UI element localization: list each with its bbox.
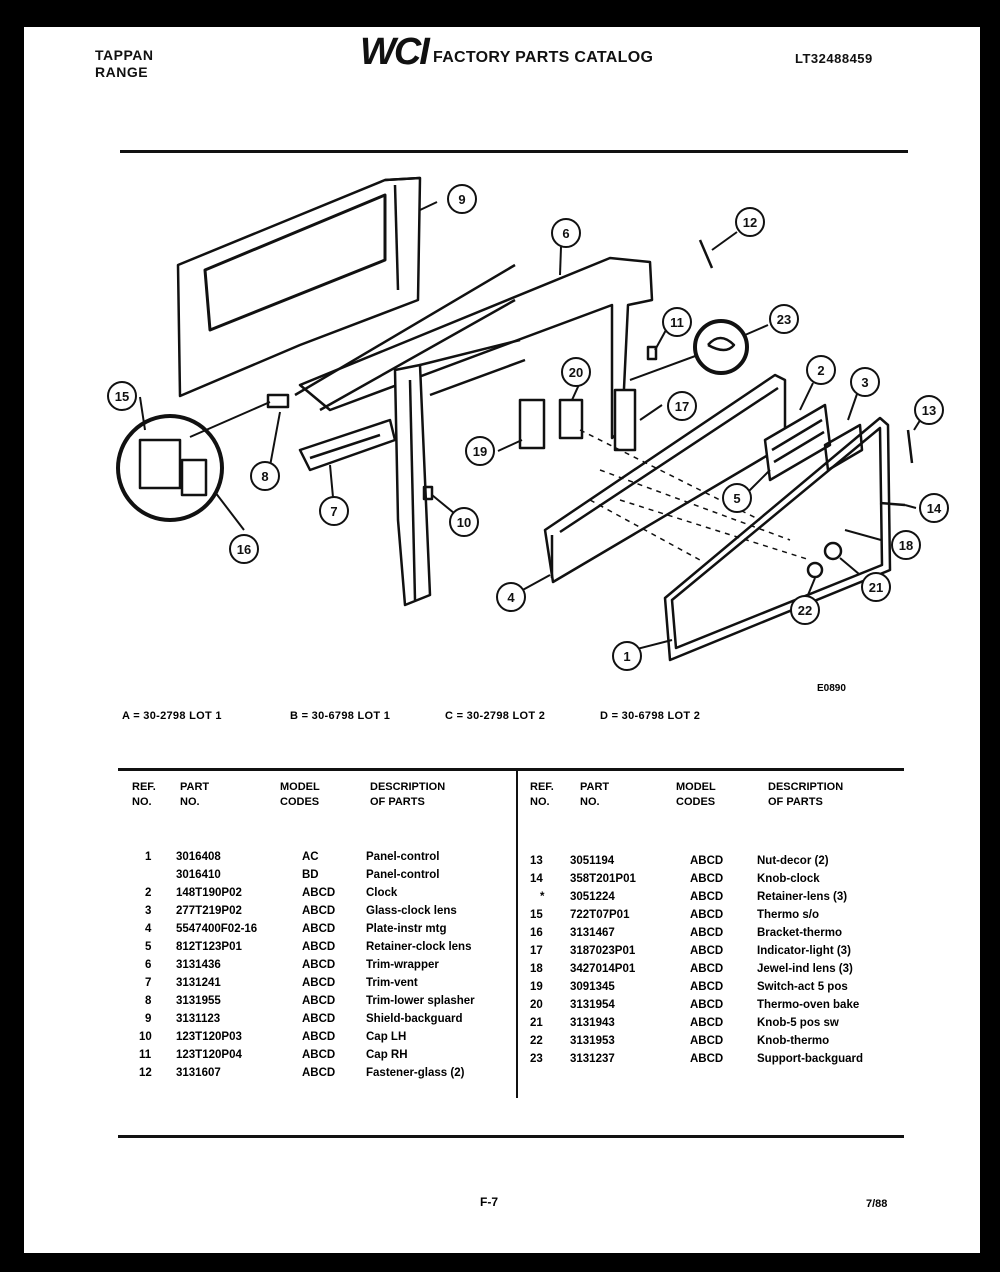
nut-decor-part bbox=[908, 430, 912, 463]
callout-21 bbox=[862, 573, 890, 601]
table-row: 8 3131955 ABCD Trim-lower splasher bbox=[145, 995, 475, 1007]
svg-text:15: 15 bbox=[114, 389, 130, 404]
svg-text:5: 5 bbox=[733, 491, 741, 506]
table-top-rule bbox=[118, 768, 904, 771]
lot-legend-b: B = 30-6798 LOT 1 bbox=[290, 710, 391, 722]
lot-legend-c: C = 30-2798 LOT 2 bbox=[445, 710, 546, 722]
svg-text:11: 11 bbox=[670, 315, 684, 330]
svg-text:22: 22 bbox=[797, 603, 813, 618]
callout-6 bbox=[552, 219, 580, 247]
page-number: F-7 bbox=[480, 1195, 498, 1209]
table-row: 23 3131237 ABCD Support-backguard bbox=[530, 1053, 864, 1065]
header-model-codes: MODEL CODES bbox=[280, 781, 320, 808]
callout-15 bbox=[108, 382, 136, 410]
lot-legend-d: D = 30-6798 LOT 2 bbox=[600, 710, 701, 722]
svg-text:7: 7 bbox=[330, 504, 338, 519]
detail-circle-support bbox=[695, 321, 747, 373]
callout-22 bbox=[791, 596, 819, 624]
fastener-glass-part bbox=[700, 240, 712, 268]
table-row: 7 3131241 ABCD Trim-vent bbox=[145, 977, 418, 989]
cap-rh-part bbox=[424, 487, 432, 499]
table-row: 5 812T123P01 ABCD Retainer-clock lens bbox=[145, 941, 472, 953]
callout-19 bbox=[466, 437, 494, 465]
svg-text:13: 13 bbox=[921, 403, 937, 418]
table-row: 3 277T219P02 ABCD Glass-clock lens bbox=[145, 905, 457, 917]
table-row: 9 3131123 ABCD Shield-backguard bbox=[145, 1013, 463, 1025]
header-part-no-right: PART NO. bbox=[580, 781, 610, 808]
header-ref-no-right: REF. NO. bbox=[530, 781, 554, 808]
table-row: 21 3131943 ABCD Knob-5 pos sw bbox=[530, 1017, 839, 1029]
callout-12 bbox=[736, 208, 764, 236]
callout-7 bbox=[320, 497, 348, 525]
table-row: 3016410 BD Panel-control bbox=[176, 869, 440, 881]
callout-18 bbox=[892, 531, 920, 559]
callout-4 bbox=[497, 583, 525, 611]
revision-date: 7/88 bbox=[866, 1198, 888, 1210]
table-row: 11 123T120P04 ABCD Cap RH bbox=[139, 1049, 408, 1061]
svg-text:17: 17 bbox=[674, 399, 690, 414]
svg-text:20: 20 bbox=[568, 365, 584, 380]
svg-text:8: 8 bbox=[261, 469, 269, 484]
svg-text:9: 9 bbox=[458, 192, 466, 207]
table-row: 2 148T190P02 ABCD Clock bbox=[145, 887, 398, 899]
table-row: * 3051224 ABCD Retainer-lens (3) bbox=[540, 891, 848, 903]
table-row: 17 3187023P01 ABCD Indicator-light (3) bbox=[530, 945, 851, 957]
table-row: 13 3051194 ABCD Nut-decor (2) bbox=[530, 855, 829, 867]
table-row: 15 722T07P01 ABCD Thermo s/o bbox=[530, 909, 819, 921]
indicator-light-part bbox=[615, 390, 635, 450]
table-bottom-rule bbox=[118, 1135, 904, 1138]
table-row: 22 3131953 ABCD Knob-thermo bbox=[530, 1035, 830, 1047]
callout-16 bbox=[230, 535, 258, 563]
wci-logo: WCI bbox=[360, 31, 428, 73]
trim-vent-part bbox=[300, 420, 395, 470]
svg-text:14: 14 bbox=[926, 501, 942, 516]
svg-text:18: 18 bbox=[898, 538, 914, 553]
callout-9 bbox=[448, 185, 476, 213]
svg-text:23: 23 bbox=[776, 312, 792, 327]
switch-part bbox=[520, 400, 544, 448]
callout-5 bbox=[723, 484, 751, 512]
brand-name: TAPPAN bbox=[95, 47, 154, 63]
thermo-oven-bake-part bbox=[560, 400, 582, 438]
table-row: 12 3131607 ABCD Fastener-glass (2) bbox=[139, 1067, 465, 1079]
callout-17 bbox=[668, 392, 696, 420]
svg-text:21: 21 bbox=[868, 580, 884, 595]
callout-8 bbox=[251, 462, 279, 490]
header-description-right: DESCRIPTION OF PARTS bbox=[768, 781, 844, 808]
header-ref-no: REF. NO. bbox=[132, 781, 156, 808]
svg-text:19: 19 bbox=[472, 444, 488, 459]
callout-3 bbox=[851, 368, 879, 396]
svg-text:6: 6 bbox=[562, 226, 570, 241]
lot-legend-a: A = 30-2798 LOT 1 bbox=[122, 710, 222, 722]
svg-text:3: 3 bbox=[861, 375, 869, 390]
callout-10 bbox=[450, 508, 478, 536]
cap-lh-part bbox=[268, 395, 288, 407]
svg-text:10: 10 bbox=[456, 515, 472, 530]
table-row: 19 3091345 ABCD Switch-act 5 pos bbox=[530, 981, 848, 993]
table-row: 16 3131467 ABCD Bracket-thermo bbox=[530, 927, 842, 939]
callout-11 bbox=[663, 308, 691, 336]
table-row: 4 5547400F02-16 ABCD Plate-instr mtg bbox=[145, 923, 447, 935]
svg-text:16: 16 bbox=[236, 542, 252, 557]
callout-1 bbox=[613, 642, 641, 670]
callout-13 bbox=[915, 396, 943, 424]
callout-20 bbox=[562, 358, 590, 386]
svg-text:12: 12 bbox=[742, 215, 758, 230]
header-model-codes-right: MODEL CODES bbox=[676, 781, 716, 808]
callout-23 bbox=[770, 305, 798, 333]
table-row: 10 123T120P03 ABCD Cap LH bbox=[139, 1031, 407, 1043]
product-type: RANGE bbox=[95, 64, 149, 80]
svg-text:2: 2 bbox=[817, 363, 825, 378]
table-row: 6 3131436 ABCD Trim-wrapper bbox=[145, 959, 439, 971]
table-row: 18 3427014P01 ABCD Jewel-ind lens (3) bbox=[530, 963, 853, 975]
model-number: LT32488459 bbox=[795, 51, 873, 66]
table-row: 14 358T201P01 ABCD Knob-clock bbox=[530, 873, 820, 885]
header-description: DESCRIPTION OF PARTS bbox=[370, 781, 446, 808]
callout-14 bbox=[920, 494, 948, 522]
header-part-no: PART NO. bbox=[180, 781, 210, 808]
diagram-code: E0890 bbox=[817, 683, 846, 694]
catalog-title: FACTORY PARTS CATALOG bbox=[433, 49, 654, 66]
table-row: 1 3016408 AC Panel-control bbox=[145, 851, 440, 863]
svg-text:4: 4 bbox=[507, 590, 515, 605]
table-row: 20 3131954 ABCD Thermo-oven bake bbox=[530, 999, 860, 1011]
callout-2 bbox=[807, 356, 835, 384]
svg-text:1: 1 bbox=[623, 649, 631, 664]
